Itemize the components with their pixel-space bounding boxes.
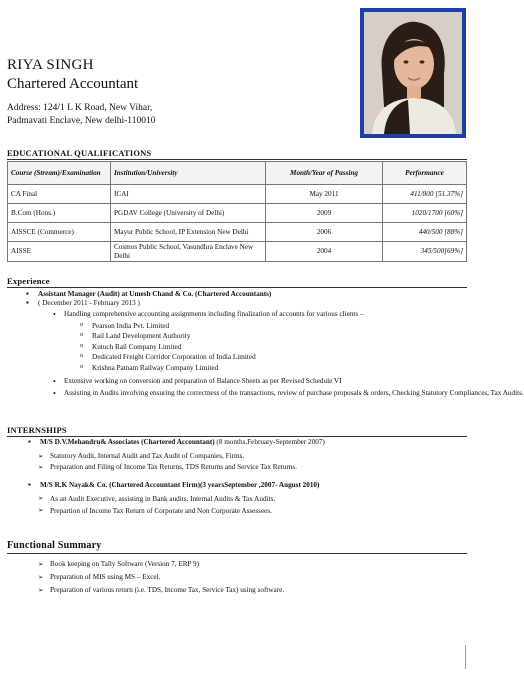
- experience-role: ▪ Assistant Manager (Audit) at Umesh Chand & Co. (Chartered Accountants): [38, 290, 466, 299]
- list-item: o Krishna Patnam Railway Company Limited: [92, 363, 462, 373]
- table-row: [8, 223, 467, 242]
- list-item: o Rail Land Development Authority: [92, 331, 462, 341]
- list-item: ➢ Preparation of MIS using MS – Excel.: [50, 571, 464, 584]
- cell-institution: PGDAV College (University of Delhi): [111, 204, 266, 223]
- experience-duties-2: [64, 377, 524, 398]
- cell-performance: 440/500 [88%]: [383, 223, 467, 242]
- internship-1-tasks: [50, 451, 464, 473]
- internships-rule: [7, 436, 467, 437]
- client-list: [92, 321, 462, 373]
- experience-list: [38, 290, 466, 308]
- page-edge-mark: [465, 645, 474, 669]
- duty-audits: • Assisting in Audits involving ensuring the correctness of the transactions, review of purchase proposals & orders, Checking Statutory Compliances, Tax Audits.: [64, 389, 464, 398]
- experience-duties: [64, 310, 466, 319]
- cell-year: May 2011: [266, 185, 383, 204]
- cell-institution: ICAI: [111, 185, 266, 204]
- experience-rule: [7, 287, 467, 288]
- internship-1: [40, 438, 466, 447]
- candidate-name: RIYA SINGH: [7, 57, 94, 73]
- internships-heading: INTERNSHIPS: [7, 425, 67, 435]
- table-row: [8, 185, 467, 204]
- table-row: [8, 204, 467, 223]
- cell-performance: 345/500[69%]: [383, 242, 467, 262]
- list-item: ➢ Prepartion of Income Tax Return of Corporate and Non Corporate Assessees.: [50, 505, 464, 517]
- functional-rule: [7, 553, 467, 554]
- firm-1-period: (8 months,February-September 2007): [216, 438, 325, 446]
- internship-2-tasks: [50, 493, 464, 517]
- candidate-title: Chartered Accountant: [7, 76, 139, 92]
- list-item: ➢ Book keeping on Tally Software (Version 7, ERP 9): [50, 558, 464, 571]
- list-item: ➢ Preparation of various return (i.e. TDS, Income Tax, Service Tax) using software.: [50, 584, 464, 597]
- cell-course: CA Final: [8, 185, 111, 204]
- duty-balance-sheets: • Extensive working on conversion and preparation of Balance Sheets as per Revised Schedule VI: [64, 377, 464, 386]
- functional-heading: Functional Summary: [7, 540, 102, 551]
- experience-heading: Experience: [7, 276, 50, 286]
- experience-period: ▪ ( December 2011 - February 2013 ): [38, 299, 466, 308]
- cell-course: AISSE: [8, 242, 111, 262]
- duty-accounting: • Handling comprehensive accounting assignments including finalization of accounts for various clients –: [64, 310, 466, 319]
- list-item: ➢ Preparation and Filing of Income Tax Returns, TDS Returns and Service Tax Returns.: [50, 462, 464, 473]
- list-item: o Pearson India Pvt. Limited: [92, 321, 462, 331]
- cell-year: 2004: [266, 242, 383, 262]
- profile-photo: [364, 12, 462, 134]
- table-row: [8, 242, 467, 262]
- col-institution: Institution/University: [111, 162, 266, 185]
- cell-performance: 1020/1700 [60%]: [383, 204, 467, 223]
- cell-institution: Mayur Public School, IP Extension New Delhi: [111, 223, 266, 242]
- internship-firm-2: ▪ M/S R.K Nayak& Co. (Chartered Accountant Firm)(3 yearsSeptember ,2007- August 2010): [40, 481, 466, 490]
- col-performance: Performance: [383, 162, 467, 185]
- education-table: [7, 161, 467, 262]
- education-rule: [7, 159, 467, 160]
- education-heading: EDUCATIONAL QUALIFICATIONS: [7, 148, 152, 158]
- education-header-row: [8, 162, 467, 185]
- firm-1-name: M/S D.V.Mehandru& Associates (Chartered Accountant): [40, 438, 215, 446]
- address-line-1: Address: 124/1 L K Road, New Vihar,: [7, 103, 153, 113]
- profile-photo-frame: [360, 8, 466, 138]
- functional-list: [50, 558, 464, 597]
- cell-course: AISSCE (Commerce): [8, 223, 111, 242]
- list-item: ➢ Statutory Audit, Internal Audit and Tax Audit of Companies, Firms.: [50, 451, 464, 462]
- address: [7, 102, 347, 128]
- list-item: ➢ As an Audit Executive, assisting in Bank audits, Internal Audits & Tax Audits.: [50, 493, 464, 505]
- col-course: Course (Stream)/Examination: [8, 162, 111, 185]
- cell-institution: Cosmos Public School, Vasundhra Enclave New Delhi: [111, 242, 266, 262]
- col-year: Month/Year of Passing: [266, 162, 383, 185]
- portrait-illustration: [364, 12, 462, 134]
- internship-firm-1: [40, 438, 466, 447]
- list-item: o Kutuch Rail Company Limited: [92, 342, 462, 352]
- cell-year: 2006: [266, 223, 383, 242]
- address-line-2: Padmavati Enclave, New delhi-110010: [7, 116, 156, 126]
- cell-course: B.Com (Hons.): [8, 204, 111, 223]
- list-item: o Dedicated Freight Corridor Corporation of India Limited: [92, 352, 462, 362]
- header: [7, 56, 347, 128]
- internship-2: [40, 481, 466, 490]
- cell-year: 2009: [266, 204, 383, 223]
- cell-performance: 411/800 [51.37%]: [383, 185, 467, 204]
